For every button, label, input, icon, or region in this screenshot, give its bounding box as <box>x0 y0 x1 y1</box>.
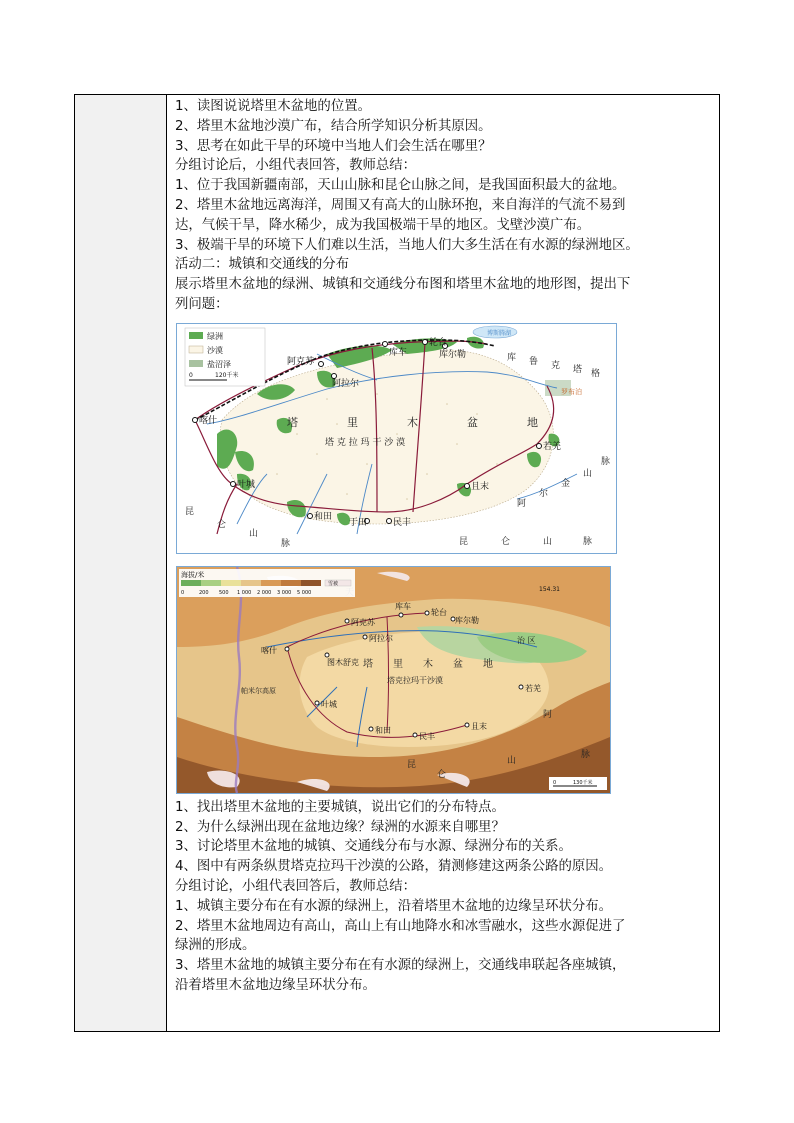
svg-text:格: 格 <box>591 368 601 379</box>
svg-text:阿: 阿 <box>517 498 527 509</box>
map2-legend <box>179 569 355 597</box>
terrain-karakoram: 帕米尔高原 <box>241 686 276 695</box>
terrain-desert-label: 塔克拉玛干沙漠 <box>387 675 443 685</box>
svg-text:里: 里 <box>347 415 358 429</box>
terrain-city-hotan: 和田 <box>375 725 391 735</box>
terrain-kunlun-2: 仑 <box>437 769 447 780</box>
legend-scale-zero-2: 0 <box>553 779 557 786</box>
map1-legend <box>185 328 265 386</box>
legend-oasis: 绿洲 <box>207 331 223 341</box>
svg-text:山: 山 <box>543 536 553 547</box>
legend-tick: 5 000 <box>297 589 312 596</box>
terrain-city-aral: 阿拉尔 <box>369 633 393 643</box>
legend-tick: 2 000 <box>257 589 272 596</box>
svg-text:仑: 仑 <box>501 536 511 547</box>
legend-scale-length-2: 130千米 <box>573 779 593 786</box>
text-line: 沿着塔里木盆地边缘呈环状分布。 <box>175 977 376 993</box>
oasis-map-svg <box>177 324 616 553</box>
svg-text:盆: 盆 <box>453 658 463 670</box>
text-line: 2、塔里木盆地沙漠广布，结合所学知识分析其原因。 <box>175 118 492 134</box>
legend-tick: 3 000 <box>277 589 292 596</box>
svg-text:脉: 脉 <box>281 538 291 549</box>
text-line: 3、塔里木盆地的城镇主要分布在有水源的绿洲上，交通线串联起各座城镇， <box>175 958 626 974</box>
city-korla: 库尔勒 <box>439 349 467 360</box>
legend-snow: 雪被 <box>328 580 339 587</box>
legend-tick: 1 000 <box>237 589 252 596</box>
terrain-city-yecheng: 叶城 <box>321 699 337 709</box>
text-line: 2、塔里木盆地远离海洋，周围又有高大的山脉环抱，来自海洋的气流不易到 <box>175 197 626 213</box>
left-column <box>75 95 167 1031</box>
text-line: 1、位于我国新疆南部，天山山脉和昆仑山脉之间，是我国面积最大的盆地。 <box>175 178 626 194</box>
legend-scale-length: 120千米 <box>215 371 239 379</box>
bosten-label: 博斯腾湖 <box>487 329 512 337</box>
text-line: 达，气候干旱，降水稀少，成为我国极端干旱的地区。戈壁沙漠广布。 <box>175 217 591 233</box>
svg-text:盆: 盆 <box>467 415 478 429</box>
city-luntai: 轮台 <box>429 337 448 348</box>
svg-text:地: 地 <box>527 415 538 429</box>
svg-text:脉: 脉 <box>583 536 593 547</box>
lopnur-label: 罗布泊 <box>561 387 582 396</box>
text-line: 列问题： <box>175 296 229 312</box>
legend-desert: 沙漠 <box>207 345 223 355</box>
legend-tick: 0 <box>181 589 185 596</box>
legend-saltmarsh: 盐沼泽 <box>207 359 231 369</box>
city-yutian: 于田 <box>349 517 368 528</box>
svg-text:脉: 脉 <box>601 456 611 467</box>
terrain-city-kuqa: 库车 <box>395 601 411 611</box>
map2-scale <box>549 777 607 790</box>
terrain-city-minfeng: 民丰 <box>419 731 435 741</box>
svg-text:尔: 尔 <box>539 488 549 499</box>
svg-text:地: 地 <box>483 658 493 670</box>
legend-scale-zero: 0 <box>189 371 193 379</box>
terrain-city-tumushuk: 图木舒克 <box>327 657 359 667</box>
svg-text:塔: 塔 <box>573 364 583 375</box>
terrain-map-svg <box>177 567 610 793</box>
city-ruoqiang: 若羌 <box>543 441 562 452</box>
text-line: 分组讨论，小组代表回答后，教师总结： <box>175 878 417 894</box>
section-2 <box>175 798 713 996</box>
city-aksu: 阿克苏 <box>287 356 315 367</box>
lesson-table <box>74 94 720 1032</box>
svg-text:塔: 塔 <box>287 415 298 429</box>
text-line: 3、思考在如此干旱的环境中当地人们会生活在哪里？ <box>175 138 492 154</box>
svg-text:塔: 塔 <box>363 658 373 670</box>
svg-text:木: 木 <box>423 658 433 670</box>
terrain-region: 治 区 <box>517 635 536 645</box>
legend-elevation-title: 海拔/米 <box>181 570 205 579</box>
city-kashgar: 喀什 <box>199 415 218 426</box>
terrain-city-ruoqiang: 若羌 <box>525 683 541 693</box>
svg-text:库: 库 <box>507 352 517 363</box>
city-aral: 阿拉尔 <box>332 378 360 389</box>
text-line: 活动二：城镇和交通线的分布 <box>175 257 350 273</box>
text-line: 3、讨论塔里木盆地的城镇、交通线分布与水源、绿洲分布的关系。 <box>175 839 572 855</box>
terrain-vein: 脉 <box>581 749 591 760</box>
terrain-city-kashgar: 喀什 <box>261 645 277 655</box>
city-minfeng: 民丰 <box>393 517 412 528</box>
city-kuqa: 库车 <box>389 347 408 358</box>
svg-text:山: 山 <box>583 468 593 479</box>
text-line: 绿洲的形成。 <box>175 938 256 954</box>
terrain-aerjin: 阿 <box>543 709 553 720</box>
text-line: 展示塔里木盆地的绿洲、城镇和交通线分布图和塔里木盆地的地形图，提出下 <box>175 277 631 293</box>
city-qiemo: 且末 <box>471 481 490 492</box>
legend-tick: 500 <box>219 589 229 596</box>
svg-text:山: 山 <box>249 528 259 539</box>
legend-tick: 200 <box>199 589 209 596</box>
terrain-map <box>176 566 611 794</box>
text-line: 1、读图说说塔里木盆地的位置。 <box>175 99 371 114</box>
text-line: 1、城镇主要分布在有水源的绿洲上，沿着塔里木盆地的边缘呈环状分布。 <box>175 898 613 914</box>
text-line: 2、为什么绿洲出现在盆地边缘？绿洲的水源来自哪里？ <box>175 819 505 835</box>
svg-text:昆: 昆 <box>459 536 469 547</box>
text-line: 2、塔里木盆地周边有高山，高山上有山地降水和冰雪融水，这些水源促进了 <box>175 918 626 934</box>
terrain-city-qiemo: 且末 <box>471 721 487 731</box>
section-1 <box>175 97 713 315</box>
svg-text:木: 木 <box>407 415 418 429</box>
svg-text:克: 克 <box>551 360 561 371</box>
city-yecheng: 叶城 <box>237 479 256 490</box>
content-column <box>167 95 719 1031</box>
svg-text:昆: 昆 <box>185 506 195 517</box>
svg-text:里: 里 <box>393 658 403 670</box>
terrain-city-luntai: 轮台 <box>431 607 447 617</box>
oasis-map <box>176 323 617 554</box>
text-line: 1、找出塔里木盆地的主要城镇，说出它们的分布特点。 <box>175 799 505 815</box>
text-line: 3、极端干旱的环境下人们难以生活，当地人们大多生活在有水源的绿洲地区。 <box>175 237 639 253</box>
desert-label: 塔 克 拉 玛 干 沙 漠 <box>325 437 406 448</box>
terrain-city-aksu: 阿克苏 <box>351 617 375 627</box>
svg-text:仑: 仑 <box>217 519 227 530</box>
peak-label: 154.31 <box>539 585 560 593</box>
svg-text:鲁: 鲁 <box>529 356 539 367</box>
terrain-city-korla: 库尔勒 <box>455 615 479 625</box>
text-line: 4、图中有两条纵贯塔克拉玛干沙漠的公路，猜测修建这两条公路的原因。 <box>175 859 613 875</box>
svg-text:金: 金 <box>561 478 571 489</box>
text-line: 分组讨论后，小组代表回答，教师总结： <box>175 158 417 174</box>
terrain-kunlun-1: 昆 <box>407 759 417 770</box>
city-hotan: 和田 <box>314 511 333 522</box>
terrain-mountain: 山 <box>507 755 517 766</box>
